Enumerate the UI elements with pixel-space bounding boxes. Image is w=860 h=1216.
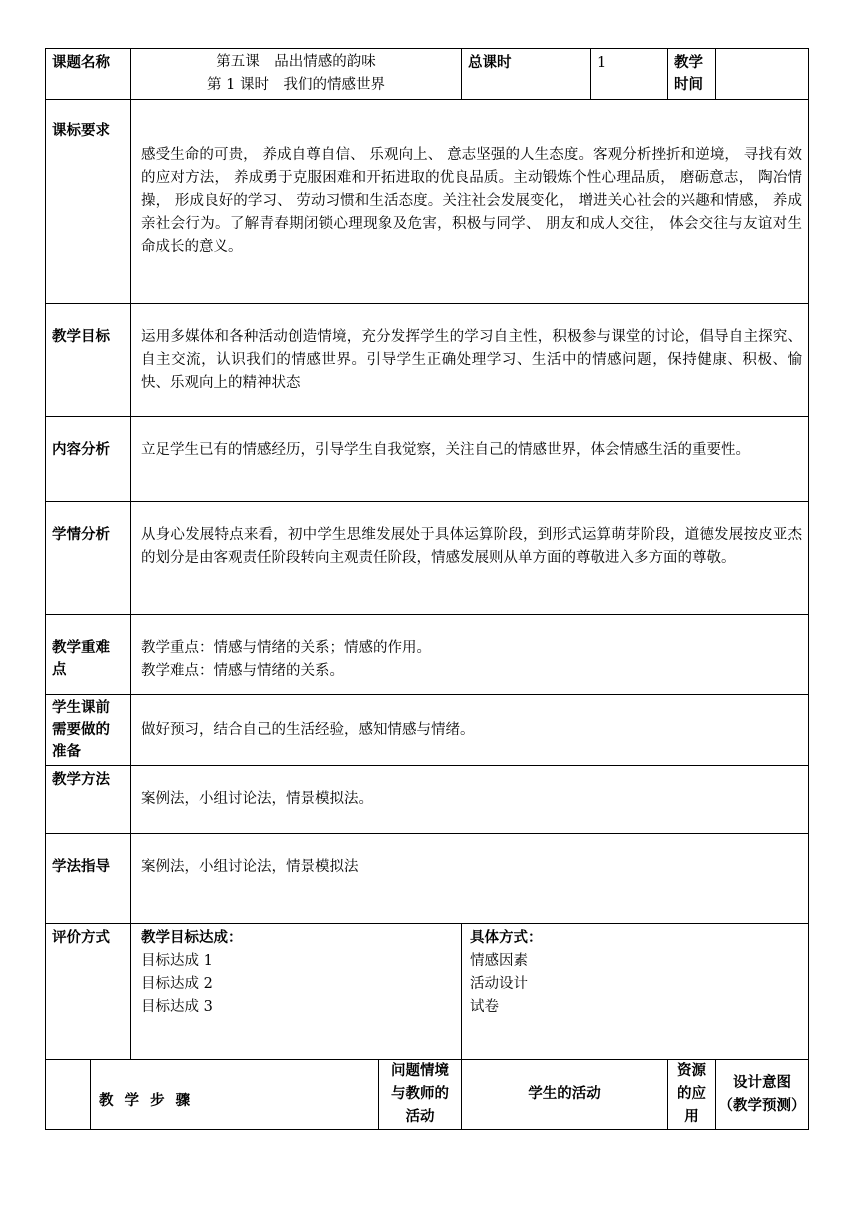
topic-label: 课题名称 (46, 49, 131, 100)
time-label: 教学时间 (668, 49, 716, 100)
col-student: 学生的活动 (462, 1060, 668, 1130)
evaluation-row (46, 924, 809, 1060)
evaluation-label: 评价方式 (46, 924, 131, 1060)
objectives-label: 教学目标 (46, 304, 131, 417)
lesson-subtitle: 第 1 课时 我们的情感世界 (207, 77, 385, 93)
content-label: 内容分析 (46, 417, 131, 502)
content-text: 立足学生已有的情感经历，引导学生自我觉察，关注自己的情感世界，体会情感生活的重要性。 (131, 417, 809, 502)
learners-row (46, 502, 809, 615)
evaluation-left-item: 目标达成 2 (141, 976, 213, 992)
hours-label: 总课时 (462, 49, 591, 100)
evaluation-left-title: 教学目标达成： (141, 930, 243, 946)
learners-text: 从身心发展特点来看，初中学生思维发展处于具体运算阶段，到形式运算萌芽阶段，道德发展按皮亚杰的划分是由客观责任阶段转向主观责任阶段，情感发展则从单方面的尊敬进入多方面的尊敬。 (131, 502, 809, 615)
lesson-plan-sheet (45, 48, 808, 1130)
steps-blank-cell (46, 1060, 91, 1130)
evaluation-left (131, 924, 462, 1060)
curriculum-label: 课标要求 (46, 100, 131, 304)
col-design-title: 设计意图 (733, 1074, 792, 1091)
header-row (46, 49, 809, 100)
guide-row (46, 834, 809, 924)
curriculum-text: 感受生命的可贵， 养成自尊自信、 乐观向上、 意志坚强的人生态度。客观分析挫折和逆境， 寻找有效的应对方法， 养成勇于克服困难和开拓进取的优良品质。主动锻炼个性心理品质， 磨砺意志， 陶冶情操， 形成良好的学习、 劳动习惯和生活态度。关注社会发展变化， 增进关心社会的兴趣和情感， 养成亲社会行为。了解青春期闭锁心理现象及危害，积极与同学、 朋友和成人交往， 体会交往与友谊对生命成长的意义。 (131, 100, 809, 304)
evaluation-right-item: 情感因素 (470, 953, 529, 969)
keypoints-difficulty: 教学难点：情感与情绪的关系。 (141, 663, 344, 679)
method-text: 案例法，小组讨论法，情景模拟法。 (131, 766, 809, 834)
evaluation-right-item: 活动设计 (470, 976, 529, 992)
col-teacher: 问题情境与教师的活动 (379, 1060, 462, 1130)
steps-header-row (46, 1060, 809, 1130)
col-resources: 资源的应用 (668, 1060, 716, 1130)
time-value (716, 49, 809, 100)
lesson-title: 第五课 品出情感的韵味 (216, 54, 376, 70)
evaluation-right-title: 具体方式： (470, 930, 543, 946)
evaluation-left-item: 目标达成 1 (141, 953, 213, 969)
keypoints-label: 教学重难点 (46, 615, 131, 695)
keypoints-row (46, 615, 809, 695)
method-label: 教学方法 (46, 766, 131, 834)
hours-value: 1 (591, 49, 668, 100)
lesson-title-cell (131, 49, 462, 100)
evaluation-right-item: 试卷 (470, 999, 500, 1015)
learners-label: 学情分析 (46, 502, 131, 615)
keypoints-focus: 教学重点：情感与情绪的关系；情感的作用。 (141, 640, 431, 656)
content-row (46, 417, 809, 502)
evaluation-right (462, 924, 809, 1060)
objectives-row (46, 304, 809, 417)
col-steps: 教 学 步 骤 (91, 1060, 379, 1130)
curriculum-row (46, 100, 809, 304)
col-design-subtitle: （教学预测） (718, 1097, 806, 1114)
preparation-text: 做好预习，结合自己的生活经验，感知情感与情绪。 (131, 695, 809, 766)
method-row (46, 766, 809, 834)
preparation-label: 学生课前需要做的准备 (46, 695, 131, 766)
guide-text: 案例法，小组讨论法，情景模拟法 (131, 834, 809, 924)
col-design (716, 1060, 809, 1130)
preparation-row (46, 695, 809, 766)
guide-label: 学法指导 (46, 834, 131, 924)
lesson-plan-table (45, 48, 809, 1130)
keypoints-cell (131, 615, 809, 695)
evaluation-left-item: 目标达成 3 (141, 999, 213, 1015)
objectives-text: 运用多媒体和各种活动创造情境，充分发挥学生的学习自主性，积极参与课堂的讨论，倡导自主探究、自主交流，认识我们的情感世界。引导学生正确处理学习、生活中的情感问题，保持健康、积极、愉快、乐观向上的精神状态 (131, 304, 809, 417)
